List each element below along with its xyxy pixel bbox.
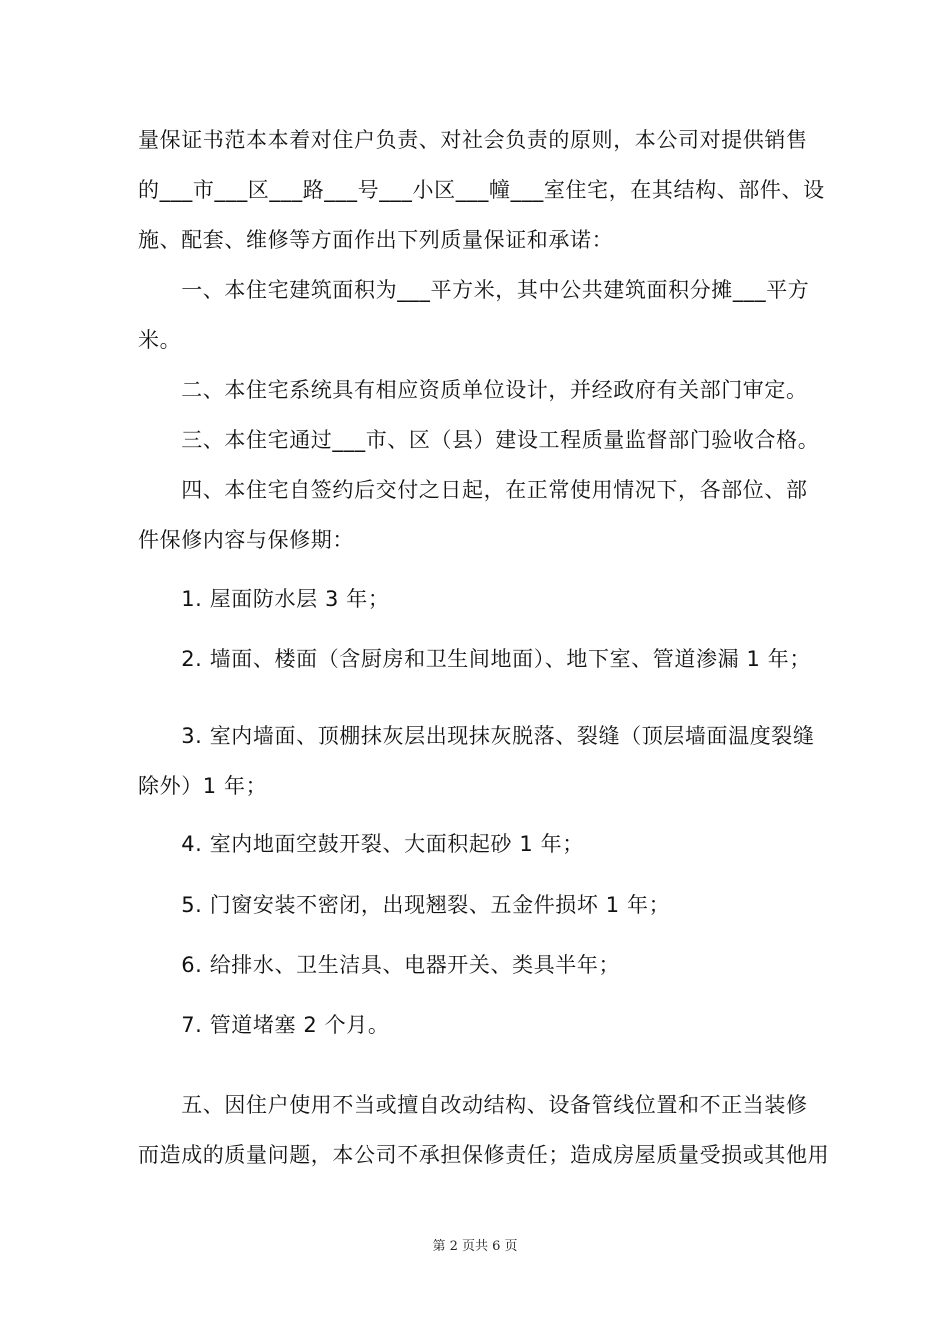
paragraph-line: 米。	[138, 328, 182, 352]
list-item: 2. 墙面、楼面（含厨房和卫生间地面）、地下室、管道渗漏 1 年；	[138, 647, 811, 671]
paragraph-line: 二、本住宅系统具有相应资质单位设计，并经政府有关部门审定。	[138, 378, 808, 402]
paragraph-line: 而造成的质量问题，本公司不承担保修责任；造成房屋质量受损或其他用	[138, 1143, 830, 1167]
paragraph-line: 三、本住宅通过___市、区（县）建设工程质量监督部门验收合格。	[138, 428, 820, 452]
paragraph-line: 施、配套、维修等方面作出下列质量保证和承诺：	[138, 228, 614, 252]
paragraph-line: 五、因住户使用不当或擅自改动结构、设备管线位置和不正当装修	[138, 1093, 808, 1117]
paragraph-line: 的___市___区___路___号___小区___幢___室住宅，在其结构、部件、设	[138, 178, 825, 202]
page-number-footer: 第 2 页共 6 页	[432, 1239, 518, 1254]
paragraph-line: 四、本住宅自签约后交付之日起，在正常使用情况下，各部位、部	[138, 478, 808, 502]
paragraph-line: 一、本住宅建筑面积为___平方米，其中公共建筑面积分摊___平方	[138, 278, 810, 302]
list-item: 1. 屋面防水层 3 年；	[138, 587, 390, 611]
list-item: 7. 管道堵塞 2 个月。	[138, 1013, 390, 1037]
list-item: 3. 室内墙面、顶棚抹灰层出现抹灰脱落、裂缝（顶层墙面温度裂缝	[138, 724, 815, 748]
list-item-continuation: 除外）1 年；	[138, 774, 268, 798]
paragraph-line: 件保修内容与保修期：	[138, 528, 354, 552]
list-item: 5. 门窗安装不密闭，出现翘裂、五金件损坏 1 年；	[138, 893, 671, 917]
paragraph-line: 量保证书范本本着对住户负责、对社会负责的原则，本公司对提供销售	[138, 128, 808, 152]
list-item: 4. 室内地面空鼓开裂、大面积起砂 1 年；	[138, 832, 584, 856]
list-item: 6. 给排水、卫生洁具、电器开关、类具半年；	[138, 953, 621, 977]
